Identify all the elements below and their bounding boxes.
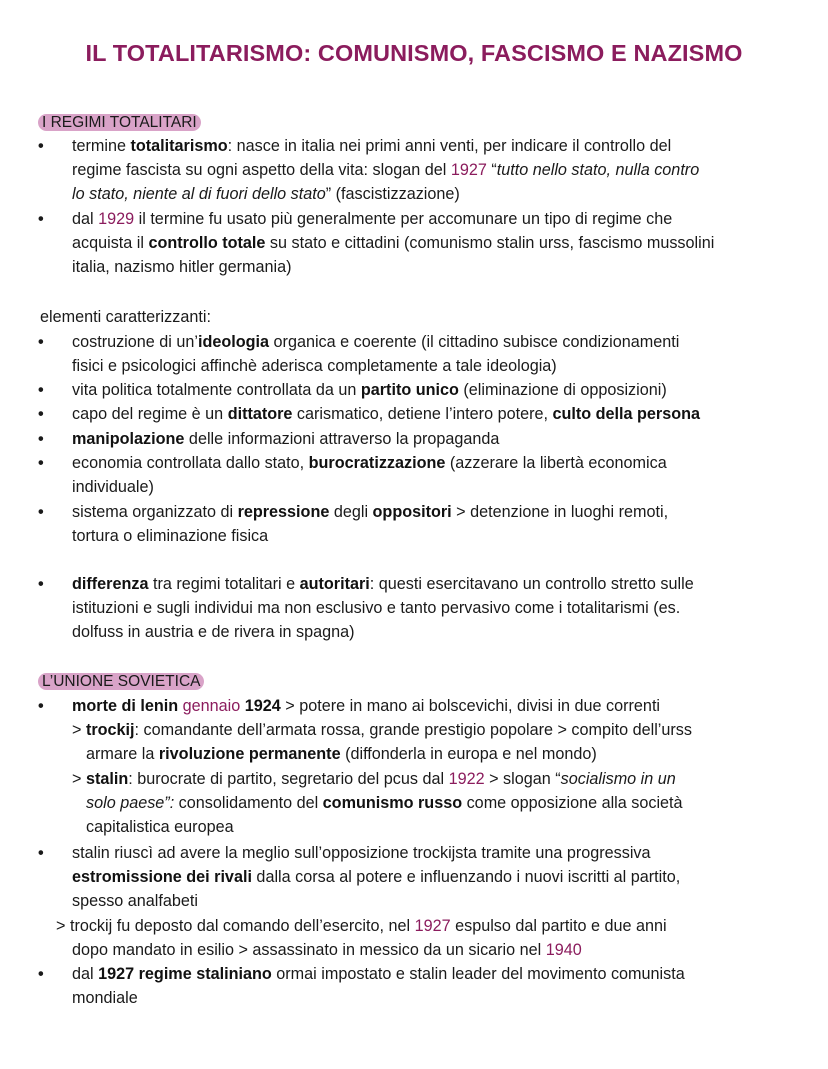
bullet-icon: •	[38, 333, 44, 351]
text-line: economia controllata dallo stato, burocratizzazione (azzerare la libertà economica	[72, 454, 667, 472]
text-line: italia, nazismo hitler germania)	[72, 258, 292, 276]
section-heading-regimi-totalitari: I REGIMI TOTALITARI	[38, 114, 201, 131]
bullet-icon: •	[38, 503, 44, 521]
bullet-icon: •	[38, 405, 44, 423]
text-line: tortura o eliminazione fisica	[72, 527, 269, 545]
text-line: armare la rivoluzione permanente (diffonderla in europa e nel mondo)	[86, 745, 597, 763]
text-line: regime fascista su ogni aspetto della vita: slogan del 1927 “tutto nello stato, nulla contro	[72, 161, 700, 179]
text-line: stalin riuscì ad avere la meglio sull’opposizione trockijsta tramite una progressiva	[72, 844, 651, 862]
text-line: dopo mandato in esilio > assassinato in messico da un sicario nel 1940	[72, 941, 582, 959]
bullet-icon: •	[38, 430, 44, 448]
text-line: dal 1927 regime staliniano ormai impostato e stalin leader del movimento comunista	[72, 965, 685, 983]
text-line: dolfuss in austria e de rivera in spagna)	[72, 623, 355, 641]
bullet-icon: •	[38, 381, 44, 399]
text-line: > trockij: comandante dell’armata rossa, grande prestigio popolare > compito dell’urss	[72, 721, 692, 739]
text-line: > stalin: burocrate di partito, segretario del pcus dal 1922 > slogan “socialismo in un	[72, 770, 676, 788]
subheading-elementi: elementi caratterizzanti:	[40, 308, 211, 326]
bullet-icon: •	[38, 454, 44, 472]
text-line: istituzioni e sugli individui ma non esclusivo e tanto pervasivo come i totalitarismi (es.	[72, 599, 681, 617]
text-line: individuale)	[72, 478, 154, 496]
text-line: spesso analfabeti	[72, 892, 198, 910]
text-line: capo del regime è un dittatore carismatico, detiene l’intero potere, culto della persona	[72, 405, 700, 423]
bullet-icon: •	[38, 210, 44, 228]
bullet-icon: •	[38, 575, 44, 593]
text-line: dal 1929 il termine fu usato più generalmente per accomunare un tipo di regime che	[72, 210, 673, 228]
text-line: sistema organizzato di repressione degli oppositori > detenzione in luoghi remoti,	[72, 503, 669, 521]
bullet-icon: •	[38, 137, 44, 155]
text-line: manipolazione delle informazioni attraverso la propaganda	[72, 430, 500, 448]
text-line: lo stato, niente al di fuori dello stato” (fascistizzazione)	[72, 185, 460, 203]
text-line: estromissione dei rivali dalla corsa al potere e influenzando i nuovi iscritti al partito,	[72, 868, 681, 886]
text-line: vita politica totalmente controllata da un partito unico (eliminazione di opposizioni)	[72, 381, 667, 399]
text-line: capitalistica europea	[86, 818, 234, 836]
text-line: costruzione di un’ideologia organica e coerente (il cittadino subisce condizionamenti	[72, 333, 680, 351]
text-line: termine totalitarismo: nasce in italia nei primi anni venti, per indicare il controllo del	[72, 137, 672, 155]
text-line: morte di lenin gennaio 1924 > potere in mano ai bolscevichi, divisi in due correnti	[72, 697, 661, 715]
text-line: mondiale	[72, 989, 138, 1007]
text-line: > trockij fu deposto dal comando dell’esercito, nel 1927 espulso dal partito e due anni	[56, 917, 667, 935]
bullet-icon: •	[38, 697, 44, 715]
text-line: solo paese”: consolidamento del comunismo russo come opposizione alla società	[86, 794, 683, 812]
text-line: fisici e psicologici affinchè aderisca completamente a tale ideologia)	[72, 357, 557, 375]
bullet-icon: •	[38, 844, 44, 862]
text-line: acquista il controllo totale su stato e cittadini (comunismo stalin urss, fascismo mussolini	[72, 234, 715, 252]
section-heading-unione-sovietica: L’UNIONE SOVIETICA	[38, 673, 204, 690]
bullet-icon: •	[38, 965, 44, 983]
text-line: differenza tra regimi totalitari e autoritari: questi esercitavano un controllo stretto sulle	[72, 575, 694, 593]
page-title: IL TOTALITARISMO: COMUNISMO, FASCISMO E NAZISMO	[85, 40, 743, 66]
